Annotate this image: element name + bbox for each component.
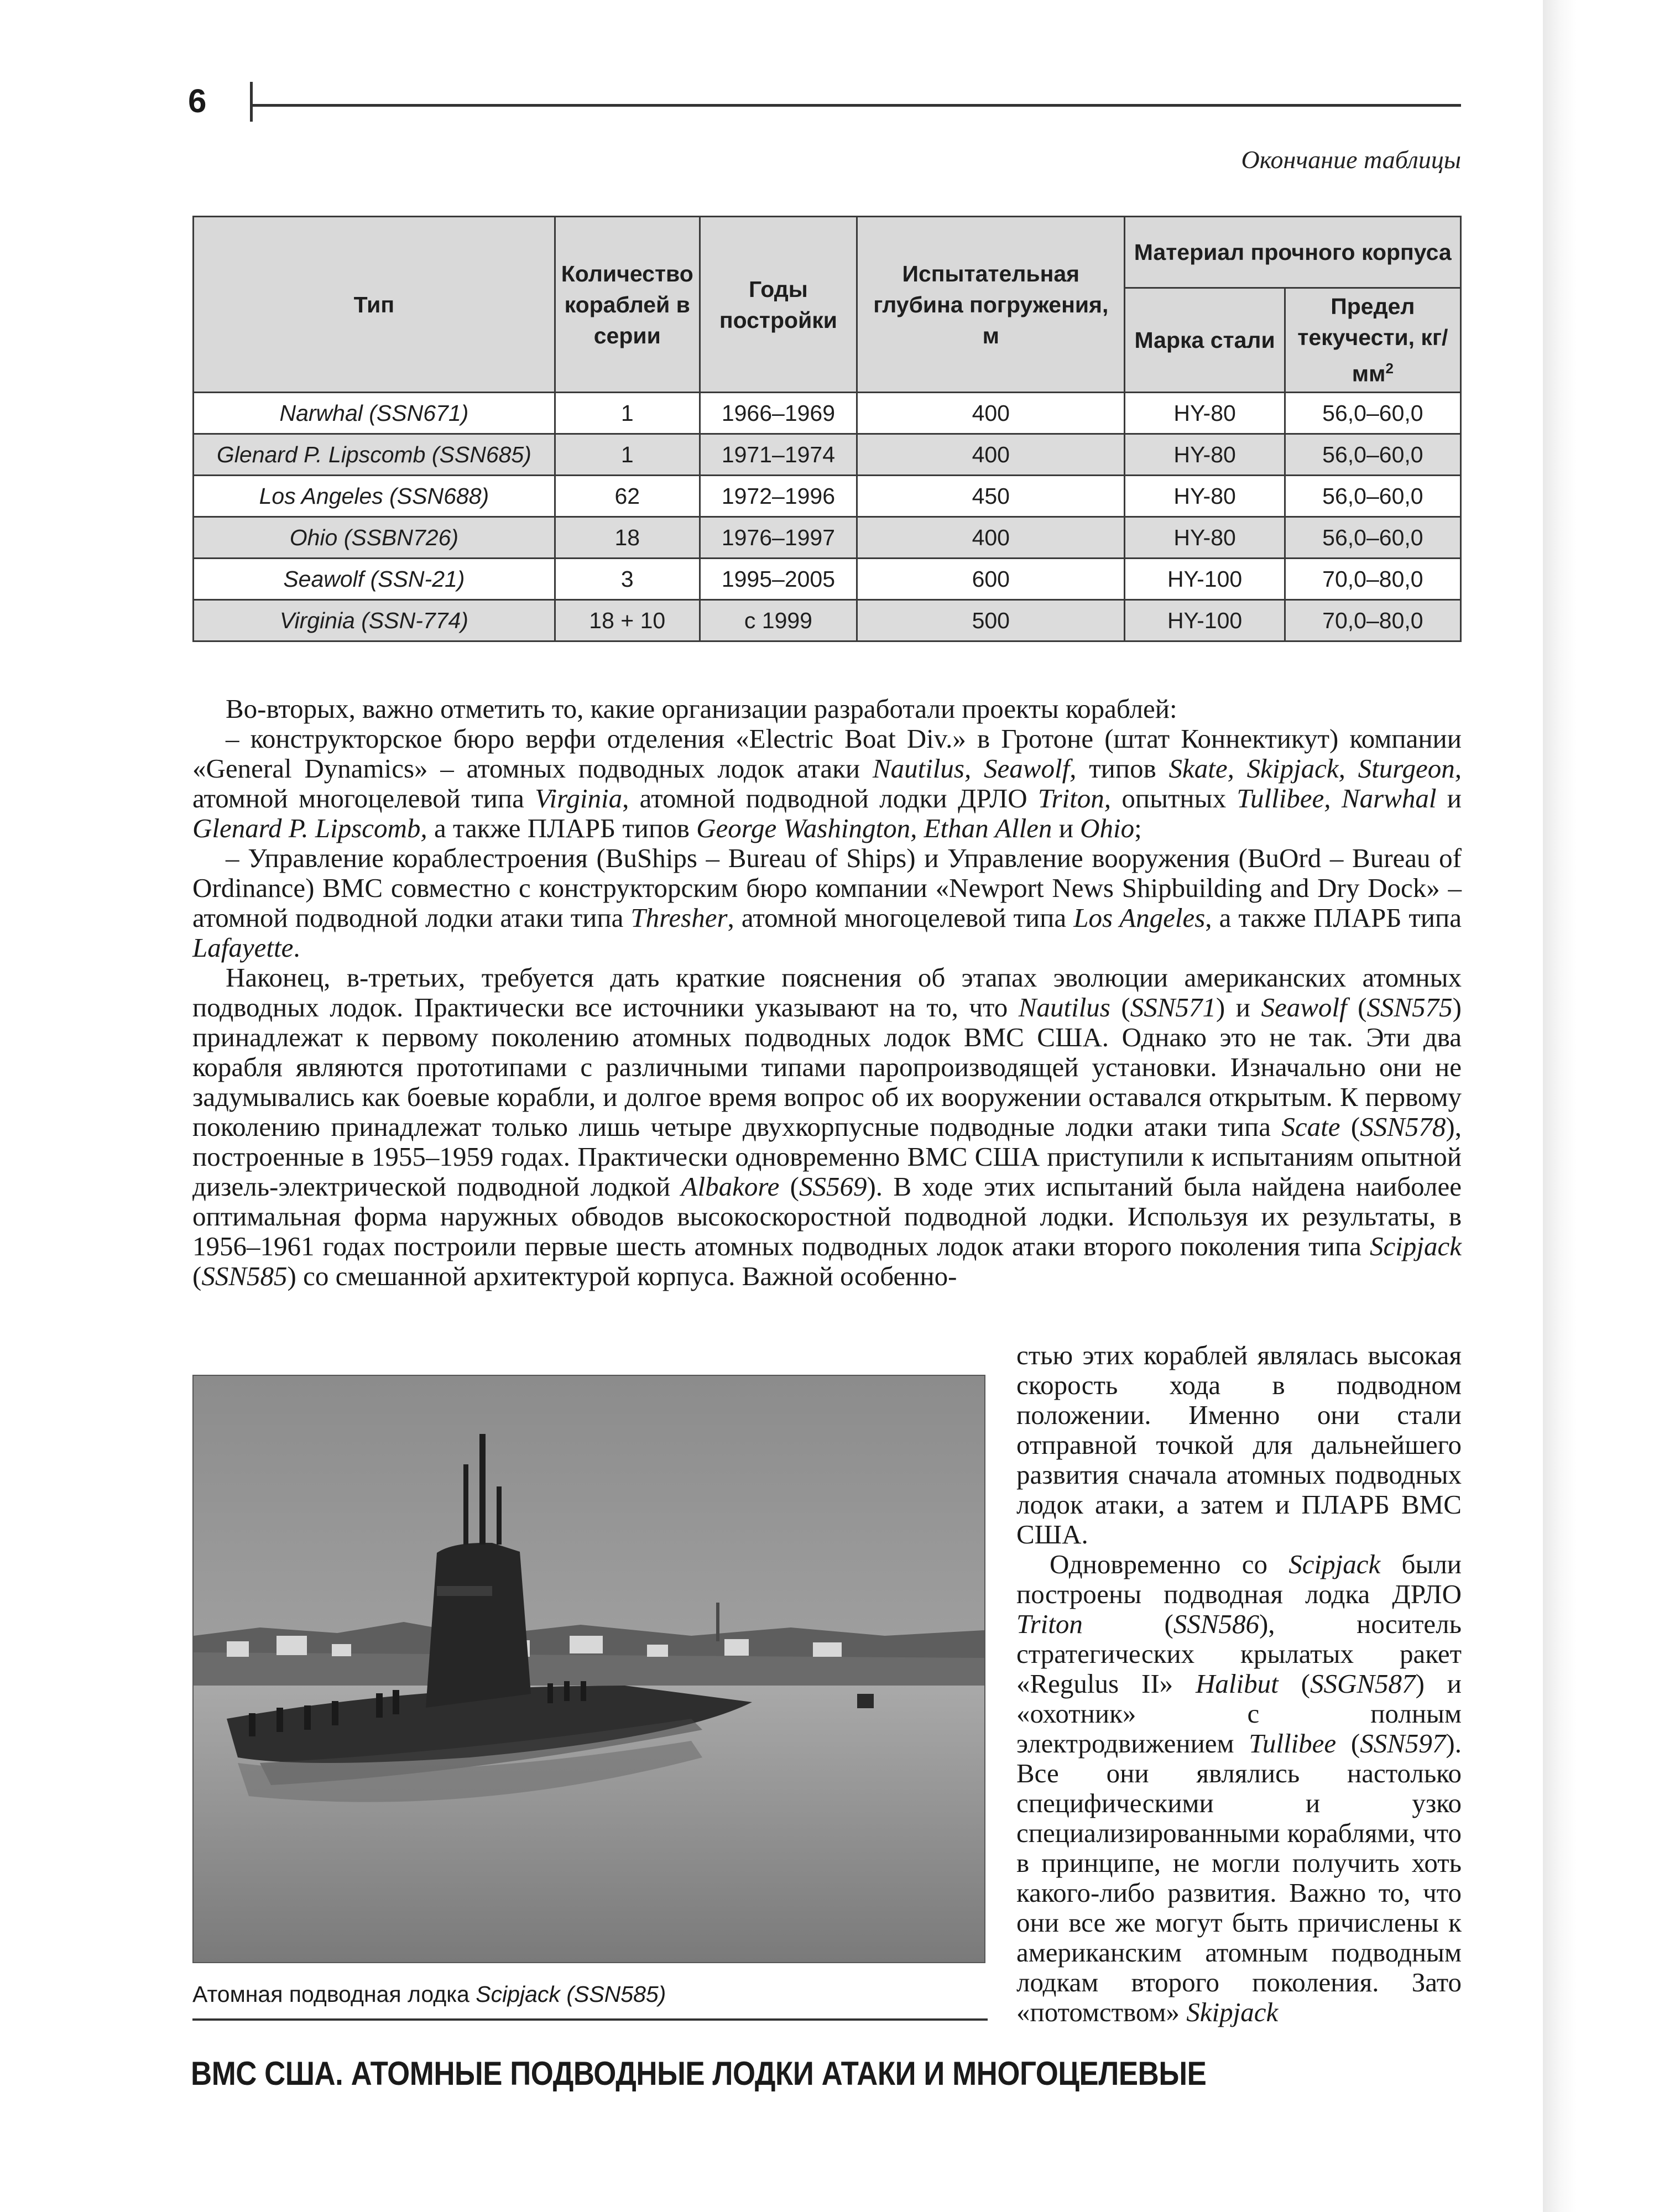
text-segment: Одновременно со bbox=[1050, 1549, 1289, 1579]
cell-depth: 400 bbox=[857, 393, 1125, 434]
scan-edge-shadow bbox=[1543, 0, 1659, 2212]
italic-term: Scipjack bbox=[1370, 1231, 1462, 1261]
running-footer-title: ВМС США. АТОМНЫЕ ПОДВОДНЫЕ ЛОДКИ АТАКИ И МНОГОЦЕЛЕВЫЕ bbox=[191, 2055, 1207, 2092]
photo-caption-prefix: Атомная подводная лодка bbox=[192, 1981, 476, 2007]
italic-term: Skipjack bbox=[1186, 1997, 1279, 2027]
text-segment: ( bbox=[1278, 1668, 1310, 1699]
cell-count: 18 + 10 bbox=[555, 600, 700, 641]
submarine-spec-table bbox=[192, 216, 1462, 642]
cell-type bbox=[194, 517, 555, 559]
cell-years: 1971–1974 bbox=[700, 434, 857, 476]
cell-count: 62 bbox=[555, 476, 700, 517]
cell-type-name: Glenard P. Lipscomb bbox=[216, 441, 426, 467]
italic-term: Lafayette bbox=[192, 932, 294, 963]
text-segment: – конструкторское бюро верфи отделения «Electric Boat Div.» в Гротоне (штат Коннектикут) компании «General Dynamics» – атомных подводных лодок атаки bbox=[192, 723, 1462, 784]
cell-yield: 56,0–60,0 bbox=[1285, 517, 1460, 559]
italic-term: Scate bbox=[1281, 1112, 1340, 1142]
cell-depth: 400 bbox=[857, 434, 1125, 476]
text-segment: ), носитель стратегических крылатых ракет «Regulus II» bbox=[1016, 1609, 1462, 1699]
text-segment: и bbox=[1436, 783, 1462, 813]
text-segment: Наконец, в-третьих, требуется дать краткие пояснения об этапах эволюции американских атомных подводных лодок. Практически все источники указывают на то, что bbox=[192, 962, 1462, 1022]
caption-rule bbox=[192, 2018, 988, 2021]
italic-term: Los Angeles bbox=[1073, 902, 1206, 933]
italic-term: Skate, Skipjack, Sturgeon, bbox=[1168, 753, 1462, 784]
cell-type-code: (SSN685) bbox=[425, 441, 531, 467]
text-segment: – Управление кораблестроения (BuShips – Bureau of Ships) и Управление вооружения (BuOrd – Bureau of Ordinance) ВМС совместно с конструкторским бюро компании «Newport News Shipbuilding and Dry Dock» – атомной подводной лодки атаки типа bbox=[192, 843, 1462, 933]
cell-type-name: Ohio bbox=[289, 524, 338, 550]
cell-years: 1976–1997 bbox=[700, 517, 857, 559]
header-yield-text: Предел текучести, кг/мм bbox=[1297, 294, 1448, 387]
text-segment: ( bbox=[1340, 1112, 1360, 1142]
text-segment: атомной многоцелевой типа bbox=[192, 783, 535, 813]
side-text-block bbox=[1016, 1340, 1462, 2027]
submarine-photo-image bbox=[194, 1376, 984, 1962]
header-yield bbox=[1285, 288, 1460, 393]
cell-years: с 1999 bbox=[700, 600, 857, 641]
cell-steel: HY-100 bbox=[1125, 600, 1285, 641]
text-segment: , атомной подводной лодки ДРЛО bbox=[622, 783, 1038, 813]
photo-caption-code: (SSN585) bbox=[560, 1981, 666, 2007]
cell-type bbox=[194, 476, 555, 517]
photo-caption bbox=[192, 1981, 666, 2007]
header-type: Тип bbox=[194, 217, 555, 393]
italic-term: SSN571 bbox=[1130, 992, 1216, 1022]
paragraph-3 bbox=[192, 843, 1462, 963]
header-tick bbox=[250, 82, 253, 122]
italic-term: Triton, bbox=[1037, 783, 1112, 813]
photo-caption-name: Scipjack bbox=[476, 1981, 560, 2007]
cell-type-code: (SSN-21) bbox=[364, 566, 465, 592]
italic-term: Seawolf bbox=[1261, 992, 1347, 1022]
text-segment: ) принадлежат к первому поколению атомных подводных лодок ВМС США. Однако это не так. Эти два корабля являются прототипами с различными типами паропроизводящей установки. Изначально они не задумывались как боевые корабли, и долгое время вопрос об их вооружении оставался открытым. К первому поколению принадлежат только лишь четыре двухкорпусные подводные лодки атаки типа bbox=[192, 992, 1462, 1142]
cell-type-name: Narwhal bbox=[279, 400, 363, 426]
italic-term: SSN585 bbox=[201, 1261, 288, 1291]
main-text-block bbox=[192, 694, 1462, 1291]
cell-yield: 56,0–60,0 bbox=[1285, 393, 1460, 434]
cell-type-name: Seawolf bbox=[283, 566, 364, 592]
text-segment: Во-вторых, важно отметить то, какие организации разработали проекты кораблей: bbox=[226, 693, 1177, 724]
cell-type bbox=[194, 393, 555, 434]
text-segment: , атомной многоцелевой типа bbox=[727, 902, 1074, 933]
italic-term: Ohio bbox=[1080, 813, 1135, 843]
cell-steel: HY-100 bbox=[1125, 559, 1285, 600]
italic-term: SSGN587 bbox=[1310, 1668, 1416, 1699]
table-row bbox=[194, 476, 1461, 517]
cell-steel: HY-80 bbox=[1125, 393, 1285, 434]
cell-years: 1972–1996 bbox=[700, 476, 857, 517]
cell-depth: 600 bbox=[857, 559, 1125, 600]
cell-type-code: (SSN688) bbox=[383, 483, 489, 509]
text-segment: ). Все они являлись настолько специфическими и узко специализированными кораблями, что в принципе, не могли получить хоть какого-либо развития. Важно то, что они все же могут быть причислены к американским атомным подводным лодкам второго поколения. Зато «потомством» bbox=[1016, 1728, 1462, 2027]
text-segment: ), построенные в 1955–1959 годах. Практически одновременно ВМС США приступили к испытаниям опытной дизель-электрической подводной лодкой bbox=[192, 1112, 1462, 1202]
text-segment: типов bbox=[1076, 753, 1169, 784]
italic-term: SSN578 bbox=[1360, 1112, 1446, 1142]
italic-term: Triton bbox=[1016, 1609, 1083, 1639]
italic-term: Tullibee, Narwhal bbox=[1237, 783, 1437, 813]
cell-yield: 56,0–60,0 bbox=[1285, 434, 1460, 476]
text-segment: ( bbox=[192, 1261, 202, 1291]
cell-yield: 70,0–80,0 bbox=[1285, 559, 1460, 600]
cell-steel: HY-80 bbox=[1125, 517, 1285, 559]
cell-type-code: (SSN671) bbox=[362, 400, 469, 426]
text-segment: а также ПЛАРБ типов bbox=[427, 813, 697, 843]
page-number: 6 bbox=[188, 82, 207, 119]
table-row bbox=[194, 393, 1461, 434]
header-steel: Марка стали bbox=[1125, 288, 1285, 393]
table-row bbox=[194, 517, 1461, 559]
italic-term: SSN575 bbox=[1366, 992, 1453, 1022]
text-segment: были построены подводная лодка ДРЛО bbox=[1016, 1549, 1462, 1609]
cell-type bbox=[194, 600, 555, 641]
cell-yield: 56,0–60,0 bbox=[1285, 476, 1460, 517]
italic-term: Glenard P. Lipscomb, bbox=[192, 813, 427, 843]
header-years: Годы постройки bbox=[700, 217, 857, 393]
italic-term: Nautilus bbox=[1018, 992, 1110, 1022]
cell-years: 1966–1969 bbox=[700, 393, 857, 434]
cell-steel: HY-80 bbox=[1125, 476, 1285, 517]
text-segment: ) и «охотник» с полным электродвижением bbox=[1016, 1668, 1462, 1759]
table-row bbox=[194, 559, 1461, 600]
cell-depth: 400 bbox=[857, 517, 1125, 559]
header-count: Количество кораблей в серии bbox=[555, 217, 700, 393]
text-segment: ; bbox=[1134, 813, 1142, 843]
cell-count: 3 bbox=[555, 559, 700, 600]
cell-depth: 450 bbox=[857, 476, 1125, 517]
text-segment: , а также ПЛАРБ типа bbox=[1205, 902, 1462, 933]
italic-term: Halibut bbox=[1196, 1668, 1279, 1699]
text-segment: и bbox=[1052, 813, 1081, 843]
text-segment: ( bbox=[1336, 1728, 1360, 1759]
header-depth: Испытательная глубина погружения, м bbox=[857, 217, 1125, 393]
table-caption: Окончание таблицы bbox=[1241, 145, 1461, 174]
text-segment: ( bbox=[1082, 1609, 1173, 1639]
paragraph-4 bbox=[192, 963, 1462, 1291]
text-segment: ( bbox=[1110, 992, 1130, 1022]
header-material: Материал прочного корпуса bbox=[1125, 217, 1461, 288]
italic-term: Scipjack bbox=[1288, 1549, 1381, 1579]
text-segment: ( bbox=[1347, 992, 1367, 1022]
submarine-photo bbox=[192, 1375, 985, 1963]
cell-type-name: Virginia bbox=[279, 607, 355, 633]
cell-count: 1 bbox=[555, 434, 700, 476]
cell-yield: 70,0–80,0 bbox=[1285, 600, 1460, 641]
text-segment: . bbox=[293, 932, 300, 963]
text-segment: ) со смешанной архитектурой корпуса. Важной особенно- bbox=[287, 1261, 957, 1291]
text-segment: опытных bbox=[1111, 783, 1237, 813]
cell-type bbox=[194, 559, 555, 600]
cell-years: 1995–2005 bbox=[700, 559, 857, 600]
cell-type bbox=[194, 434, 555, 476]
italic-term: Nautilus, Seawolf, bbox=[872, 753, 1077, 784]
cell-type-name: Los Angeles bbox=[259, 483, 383, 509]
italic-term: SS569 bbox=[799, 1171, 867, 1202]
italic-term: Albakore bbox=[681, 1171, 780, 1202]
italic-term: Tullibee bbox=[1249, 1728, 1337, 1759]
paragraph-1 bbox=[192, 694, 1462, 724]
side-paragraph-2 bbox=[1016, 1550, 1462, 2027]
header-yield-sup: 2 bbox=[1385, 360, 1394, 377]
cell-count: 18 bbox=[555, 517, 700, 559]
italic-term: Thresher bbox=[630, 902, 728, 933]
italic-term: SSN597 bbox=[1360, 1728, 1446, 1759]
header-rule bbox=[250, 104, 1461, 107]
text-segment: ). В ходе этих испытаний была найдена наиболее оптимальная форма наружных обводов высокоскоростной подводной лодки. Используя их результаты, в 1956–1961 годах построили первые шесть атомных подводных лодок атаки второго поколения типа bbox=[192, 1171, 1462, 1261]
text-segment: ( bbox=[779, 1171, 799, 1202]
cell-type-code: (SSN-774) bbox=[354, 607, 468, 633]
text-segment: ) и bbox=[1215, 992, 1261, 1022]
side-paragraph-1: стью этих кораблей являлась высокая скорость хода в подводном положении. Именно они стали отправной точкой для дальнейшего развития сначала атомных подводных лодок атаки, а затем и ПЛАРБ ВМС США. bbox=[1016, 1340, 1462, 1550]
paragraph-2 bbox=[192, 724, 1462, 843]
cell-depth: 500 bbox=[857, 600, 1125, 641]
italic-term: SSN586 bbox=[1173, 1609, 1259, 1639]
table-body bbox=[194, 393, 1461, 641]
italic-term: Virginia bbox=[535, 783, 623, 813]
cell-type-code: (SSBN726) bbox=[337, 524, 459, 550]
table-row bbox=[194, 434, 1461, 476]
italic-term: George Washington, Ethan Allen bbox=[696, 813, 1052, 843]
table-row bbox=[194, 600, 1461, 641]
cell-steel: HY-80 bbox=[1125, 434, 1285, 476]
cell-count: 1 bbox=[555, 393, 700, 434]
